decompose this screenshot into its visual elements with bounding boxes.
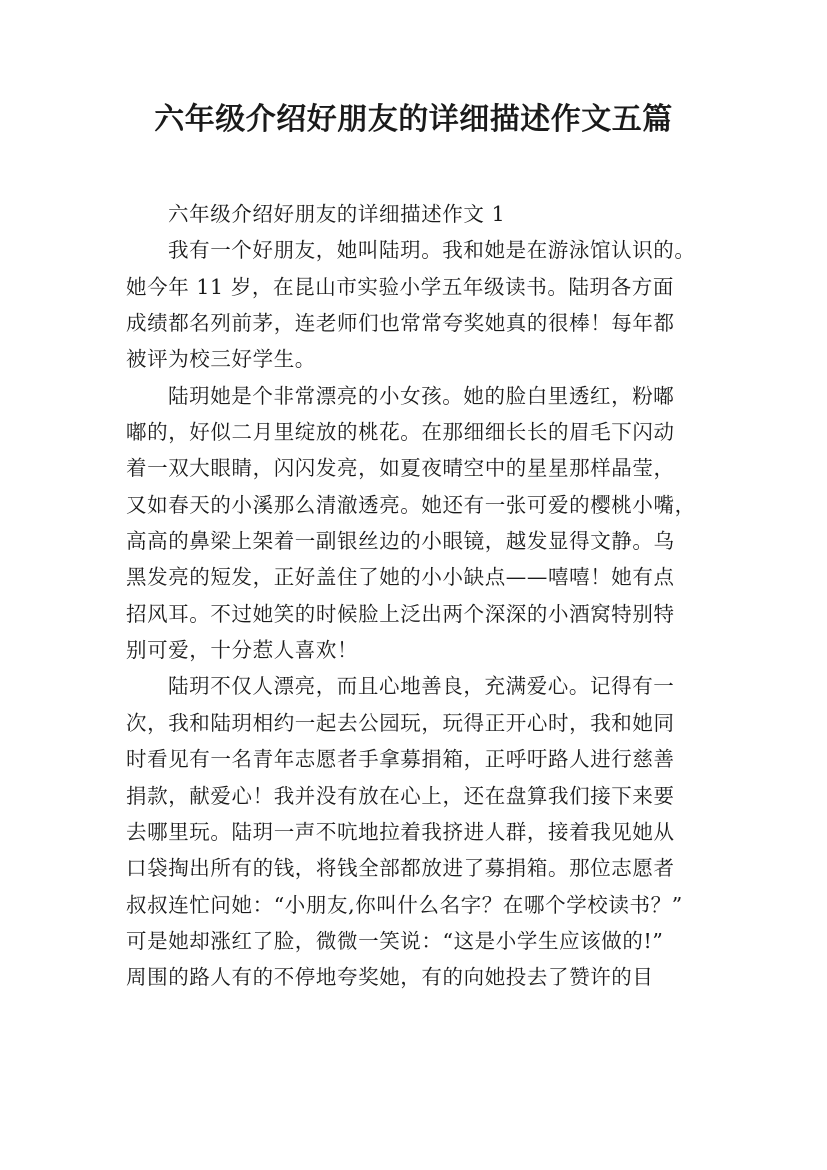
paragraph-line: 别可爱，十分惹人喜欢！ <box>126 638 359 663</box>
paragraph-line: 叔叔连忙问她：“小朋友,你叫什么名字？在哪个学校读书？” <box>126 892 683 917</box>
essay-heading: 六年级介绍好朋友的详细描述作文 1 <box>168 202 506 226</box>
paragraph-line: 嘟的，好似二月里绽放的桃花。在那细细长长的眉毛下闪动 <box>126 420 675 445</box>
paragraph-line: 口袋掏出所有的钱，将钱全部都放进了募捐箱。那位志愿者 <box>126 856 675 881</box>
paragraph-line: 次，我和陆玥相约一起去公园玩，玩得正开心时，我和她同 <box>126 710 675 735</box>
paragraph-line: 着一双大眼睛，闪闪发亮，如夏夜晴空中的星星那样晶莹， <box>126 456 675 481</box>
paragraph-line: 高高的鼻梁上架着一副银丝边的小眼镜，越发显得文静。乌 <box>126 529 675 554</box>
paragraph-line: 陆玥不仅人漂亮，而且心地善良，充满爱心。记得有一 <box>168 674 675 699</box>
paragraph-line: 捐款，献爱心！我并没有放在心上，还在盘算我们接下来要 <box>126 783 675 808</box>
paragraph-line: 招风耳。不过她笑的时候脸上泛出两个深深的小酒窝特别特 <box>126 601 675 626</box>
document-title: 六年级介绍好朋友的详细描述作文五篇 <box>154 102 673 137</box>
paragraph-line: 周围的路人有的不停地夸奖她，有的向她投去了赞许的目 <box>126 965 654 990</box>
paragraph-line: 我有一个好朋友，她叫陆玥。我和她是在游泳馆认识的。 <box>168 238 696 263</box>
document-body <box>126 196 721 996</box>
paragraph-line: 可是她却涨红了脸，微微一笑说：“这是小学生应该做的!” <box>126 928 664 953</box>
paragraph-line: 时看见有一名青年志愿者手拿募捐箱，正呼吁路人进行慈善 <box>126 747 675 772</box>
paragraph-line: 黑发亮的短发，正好盖住了她的小小缺点——嘻嘻！她有点 <box>126 565 675 590</box>
paragraph-line: 去哪里玩。陆玥一声不吭地拉着我挤进人群，接着我见她从 <box>126 819 675 844</box>
paragraph-line: 她今年 11 岁，在昆山市实验小学五年级读书。陆玥各方面 <box>126 274 674 299</box>
paragraph-line: 成绩都名列前茅，连老师们也常常夸奖她真的很棒！每年都 <box>126 311 675 336</box>
paragraph-line: 又如春天的小溪那么清澈透亮。她还有一张可爱的樱桃小嘴， <box>126 492 696 517</box>
paragraph-line: 被评为校三好学生。 <box>126 347 316 372</box>
paragraph-line: 陆玥她是个非常漂亮的小女孩。她的脸白里透红，粉嘟 <box>168 383 675 408</box>
